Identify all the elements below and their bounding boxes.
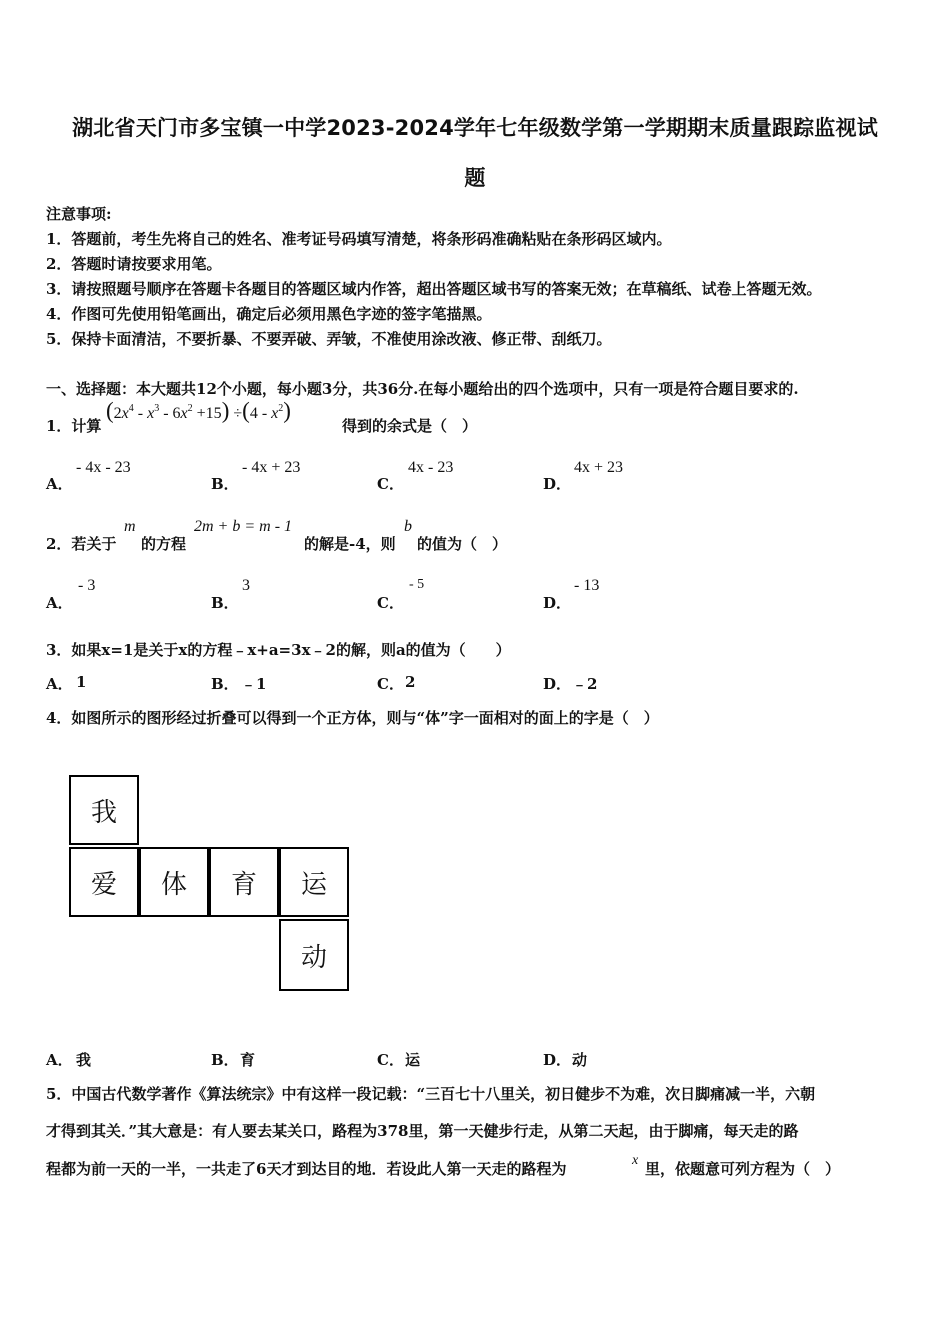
option-value: 4x + 23 [574, 459, 624, 476]
option-label: D． [543, 675, 572, 693]
variable-x: x [632, 1153, 639, 1168]
option-value: 育 [240, 1051, 256, 1069]
option-value: 1 [76, 673, 87, 691]
note-item: 2．答题时请按要求用笔。 [46, 255, 222, 273]
option-label: B． [211, 475, 239, 493]
question-4-text: 4．如图所示的图形经过折叠可以得到一个正方体，则与“体”字一面相对的面上的字是（ ） [46, 709, 659, 727]
option-value: 3 [242, 577, 250, 594]
option-label: C． [377, 675, 404, 693]
question-2-equation: 2m + b = m - 1 [194, 518, 293, 535]
question-5-line: 才得到其关．”其大意是：有人要去某关口，路程为378里，第一天健步行走，从第二天起，由于脚痛，每天走的路 [46, 1122, 799, 1140]
question-1-suffix: 得到的余式是（ ） [342, 417, 478, 435]
option-value: ﹣1 [241, 675, 267, 693]
option-label: B． [211, 594, 239, 612]
option-label: D． [543, 475, 572, 493]
question-5-line: 程都为前一天的一半，一共走了6天才到达目的地．若设此人第一天走的路程为 [46, 1160, 567, 1178]
question-1-expression: $(2x^4 - x^3 - 6x^2 +15) \div(4 - x^2)$ [106, 398, 291, 423]
option-label: D． [543, 594, 572, 612]
question-1-prefix: 1．计算 [46, 417, 102, 435]
question-2-text: 的方程 [141, 535, 187, 553]
section-heading: 一、选择题：本大题共12个小题，每小题3分，共36分.在每小题给出的四个选项中，只有一项是符合题目要求的. [46, 380, 799, 398]
option-label: B． [211, 1051, 239, 1069]
cube-face: 体 [139, 847, 209, 917]
option-label: A． [46, 675, 73, 693]
option-value: - 5 [409, 577, 425, 592]
variable-b: b [404, 518, 412, 535]
option-value: 我 [76, 1051, 92, 1069]
note-item: 3．请按照题号顺序在答题卡各题目的答题区域内作答，超出答题区域书写的答案无效；在草稿纸、试卷上答题无效。 [46, 280, 822, 298]
option-value: 动 [572, 1051, 588, 1069]
option-value: 运 [405, 1051, 421, 1069]
option-value: - 3 [78, 577, 96, 594]
option-label: A． [46, 475, 73, 493]
option-value: 4x - 23 [408, 459, 454, 476]
option-value: 2 [405, 673, 416, 691]
option-label: A． [46, 594, 73, 612]
variable-m: m [124, 518, 136, 535]
question-2-text: 2．若关于 [46, 535, 117, 553]
option-value: - 4x + 23 [242, 459, 301, 476]
option-label: C． [377, 594, 404, 612]
question-2-text: 的解是-4，则 [304, 535, 396, 553]
page-title-continued: 题 [464, 166, 486, 190]
note-item: 5．保持卡面清洁，不要折暴、不要弄破、弄皱，不准使用涂改液、修正带、刮纸刀。 [46, 330, 612, 348]
option-value: ﹣2 [572, 675, 598, 693]
cube-face: 动 [279, 919, 349, 991]
cube-face: 我 [69, 775, 139, 845]
page-title: 湖北省天门市多宝镇一中学2023-2024学年七年级数学第一学期期末质量跟踪监视试 [72, 116, 878, 140]
cube-face: 育 [209, 847, 279, 917]
question-3-text: 3．如果x=1是关于x的方程﹣x+a=3x﹣2的解，则a的值为（ ） [46, 641, 511, 659]
notes-heading: 注意事项: [46, 205, 112, 223]
option-label: D． [543, 1051, 572, 1069]
cube-face: 运 [279, 847, 349, 917]
option-label: C． [377, 475, 404, 493]
option-label: C． [377, 1051, 404, 1069]
option-label: A． [46, 1051, 73, 1069]
question-5-line: 5．中国古代数学著作《算法统宗》中有这样一段记载：“三百七十八里关，初日健步不为难，次日脚痛减一半，六朝 [46, 1085, 816, 1103]
cube-face: 爱 [69, 847, 139, 917]
question-5-line: 里，依题意可列方程为（ ） [645, 1160, 841, 1178]
question-2-text: 的值为（ ） [417, 535, 508, 553]
option-value: - 4x - 23 [76, 459, 131, 476]
note-item: 1．答题前，考生先将自己的姓名、准考证号码填写清楚，将条形码准确粘贴在条形码区域内。 [46, 230, 672, 248]
note-item: 4．作图可先使用铅笔画出，确定后必须用黑色字迹的签字笔描黑。 [46, 305, 492, 323]
option-label: B． [211, 675, 239, 693]
option-value: - 13 [574, 577, 600, 594]
